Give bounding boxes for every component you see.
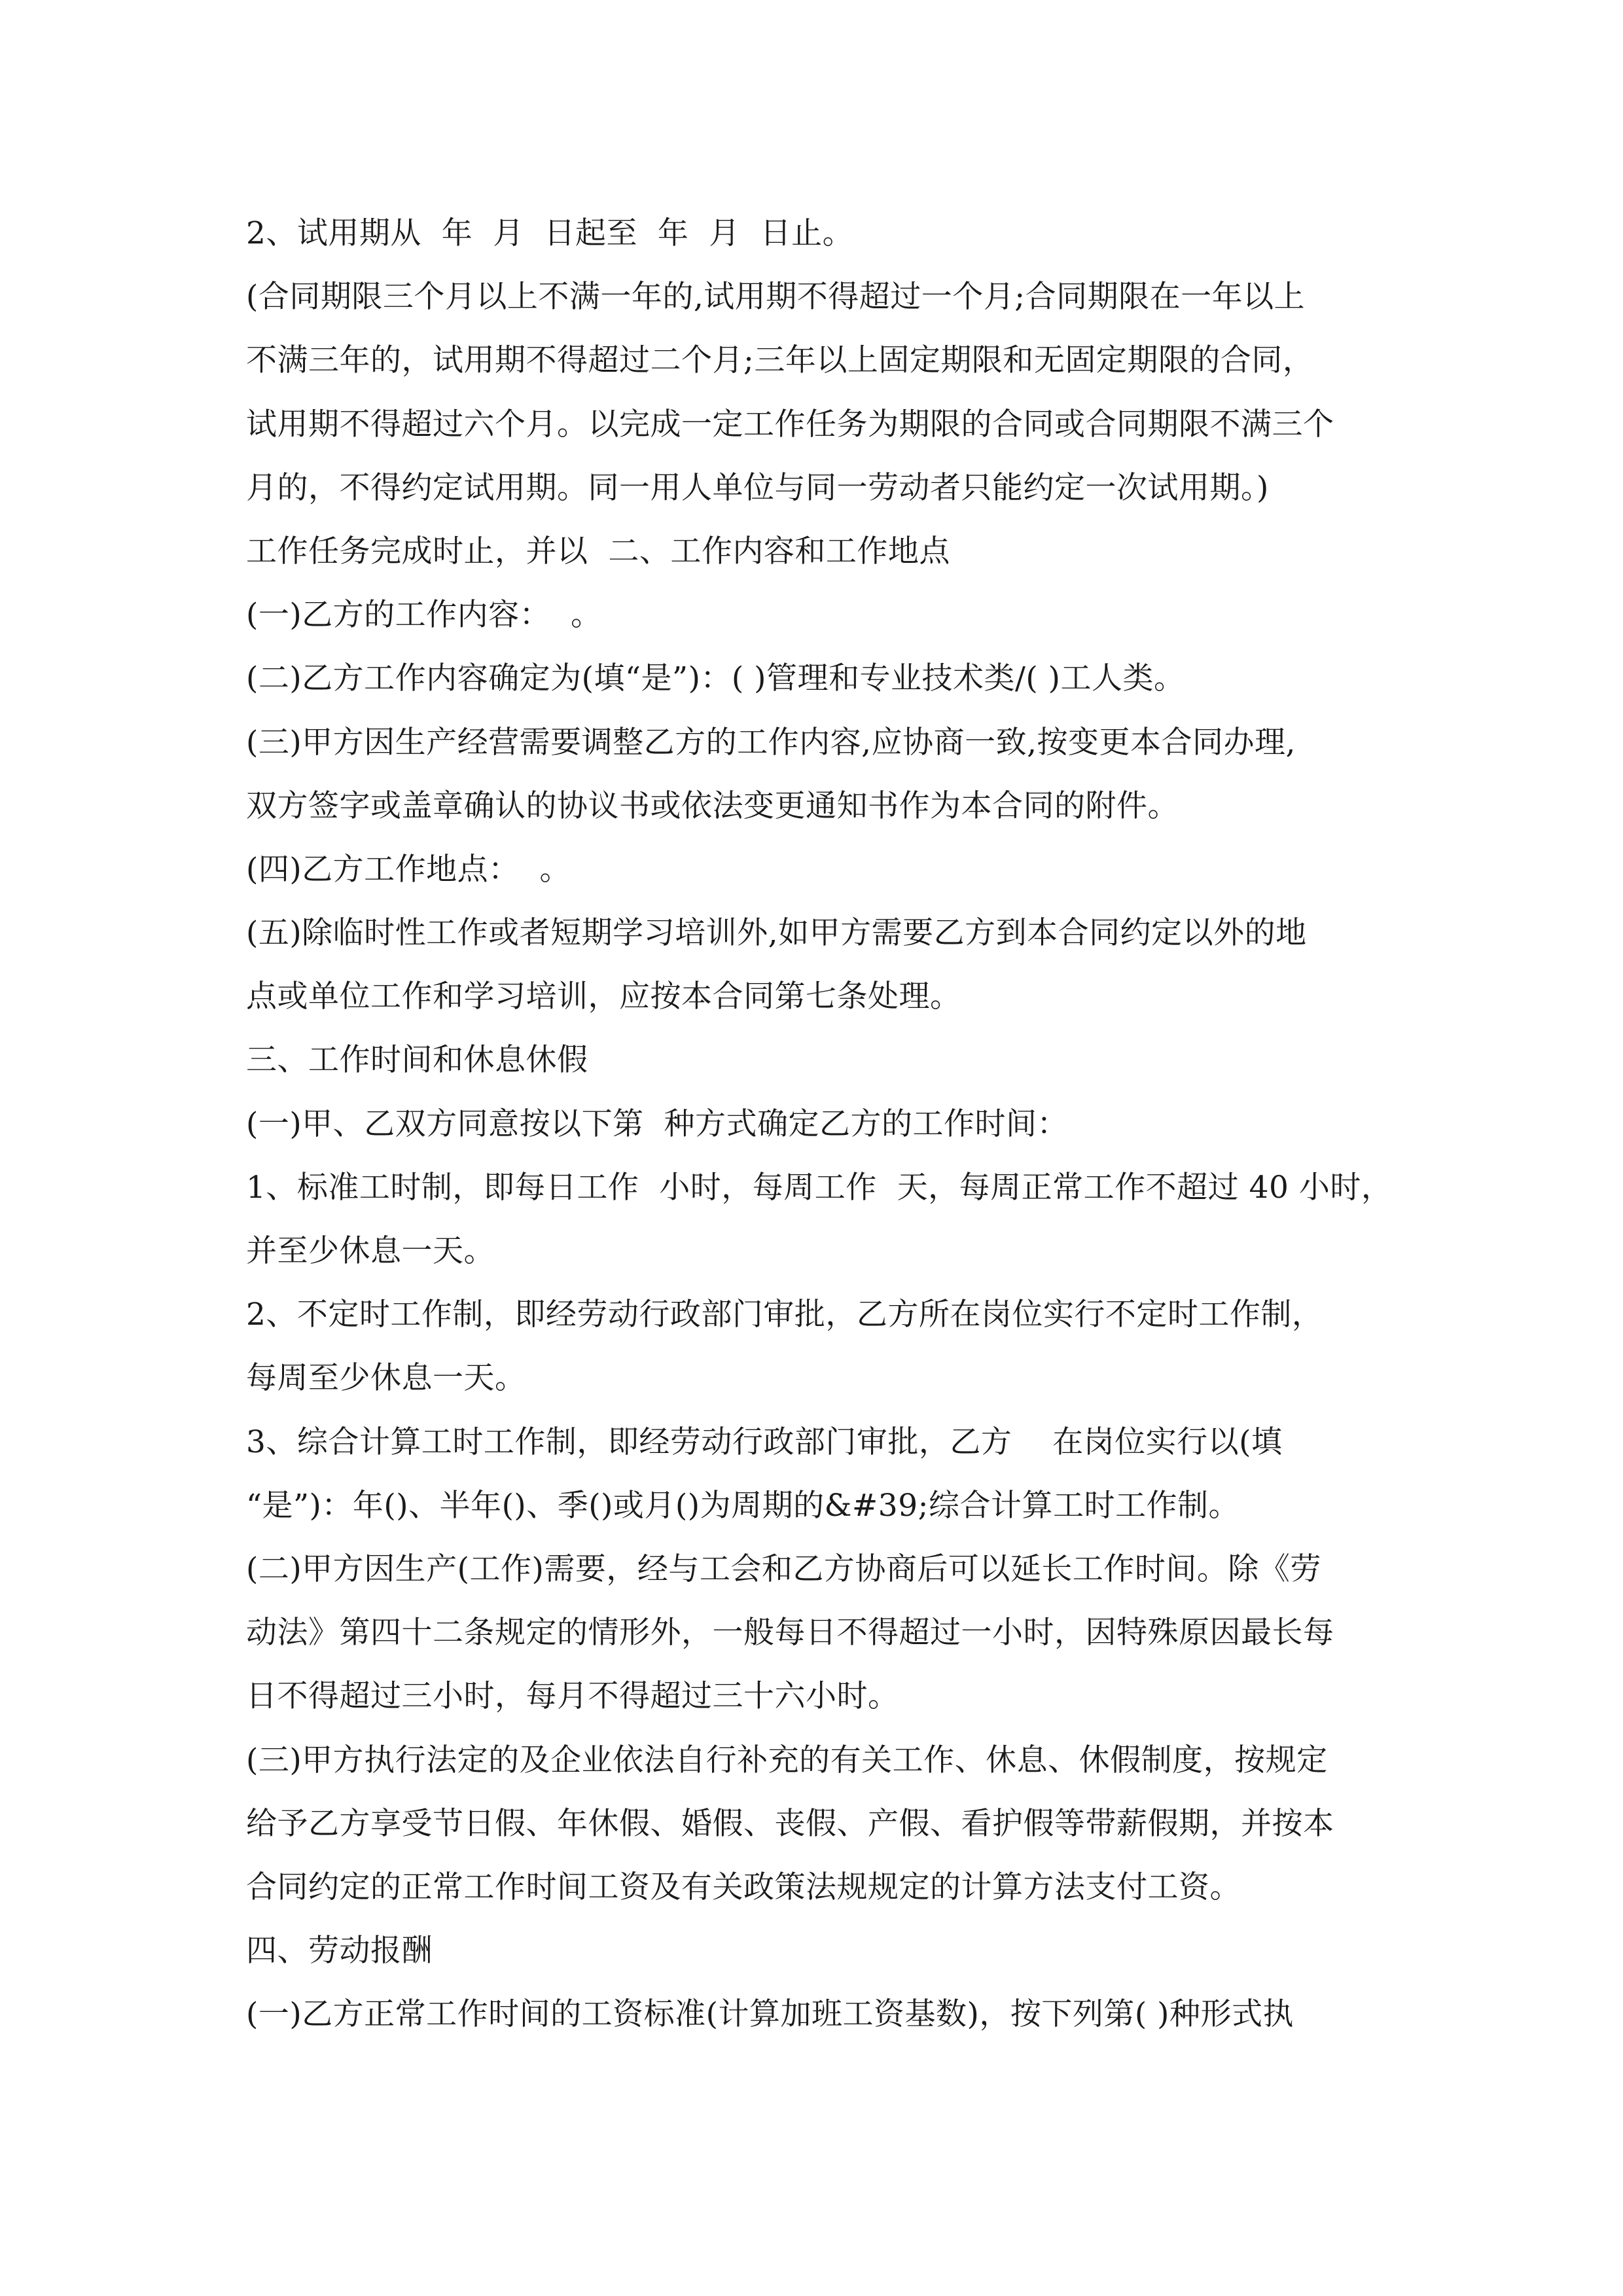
text-line: 2、试用期从 年 月 日起至 年 月 日止。 — [246, 215, 854, 251]
text-line: 给予乙方享受节日假、年休假、婚假、丧假、产假、看护假等带薪假期，并按本 — [246, 1805, 1334, 1842]
text-line: 工作任务完成时止，并以 二、工作内容和工作地点 — [246, 533, 950, 569]
text-line: (二)乙方工作内容确定为(填“是”)：( )管理和专业技术类/( )工人类。 — [246, 660, 1185, 697]
section-heading: 四、劳动报酬 — [246, 1933, 433, 1969]
text-line: 日不得超过三小时，每月不得超过三十六小时。 — [246, 1678, 899, 1715]
text-line: (一)甲、乙双方同意按以下第 种方式确定乙方的工作时间： — [246, 1105, 1069, 1142]
text-line: (一)乙方正常工作时间的工资标准(计算加班工资基数)，按下列第( )种形式执 — [246, 1996, 1294, 2033]
document-page — [246, 202, 1393, 2046]
text-line: 3、综合计算工时工作制，即经劳动行政部门审批，乙方 在岗位实行以(填 — [246, 1424, 1283, 1460]
text-line: 动法》第四十二条规定的情形外，一般每日不得超过一小时，因特殊原因最长每 — [246, 1615, 1334, 1651]
text-line: “是”)：年()、半年()、季()或月()为周期的&#39;综合计算工时工作制。 — [246, 1487, 1240, 1524]
text-line: (合同期限三个月以上不满一年的,试用期不得超过一个月;合同期限在一年以上 — [246, 279, 1306, 315]
text-line: 合同约定的正常工作时间工资及有关政策法规规定的计算方法支付工资。 — [246, 1869, 1241, 1905]
text-line: (五)除临时性工作或者短期学习培训外,如甲方需要乙方到本合同约定以外的地 — [246, 915, 1307, 952]
text-line: 并至少休息一天。 — [246, 1233, 495, 1269]
text-line: 不满三年的，试用期不得超过二个月;三年以上固定期限和无固定期限的合同， — [246, 342, 1314, 379]
text-line: 月的，不得约定试用期。同一用人单位与同一劳动者只能约定一次试用期。) — [246, 469, 1269, 506]
text-line: 2、不定时工作制，即经劳动行政部门审批，乙方所在岗位实行不定时工作制， — [246, 1297, 1323, 1333]
text-line: 1、标准工时制，即每日工作 小时，每周工作 天，每周正常工作不超过 40 小时， — [246, 1169, 1393, 1206]
text-line: (一)乙方的工作内容： 。 — [246, 597, 602, 634]
text-line: 每周至少休息一天。 — [246, 1360, 526, 1397]
text-line: 点或单位工作和学习培训，应按本合同第七条处理。 — [246, 978, 961, 1015]
section-heading: 三、工作时间和休息休假 — [246, 1042, 588, 1079]
text-line: (四)乙方工作地点： 。 — [246, 851, 571, 888]
text-line: (三)甲方因生产经营需要调整乙方的工作内容,应协商一致,按变更本合同办理, — [246, 724, 1296, 761]
text-line: (二)甲方因生产(工作)需要，经与工会和乙方协商后可以延长工作时间。除《劳 — [246, 1551, 1321, 1587]
text-line: (三)甲方执行法定的及企业依法自行补充的有关工作、休息、休假制度，按规定 — [246, 1742, 1328, 1778]
text-line: 试用期不得超过六个月。以完成一定工作任务为期限的合同或合同期限不满三个 — [246, 406, 1334, 442]
text-line: 双方签字或盖章确认的协议书或依法变更通知书作为本合同的附件。 — [246, 787, 1179, 824]
